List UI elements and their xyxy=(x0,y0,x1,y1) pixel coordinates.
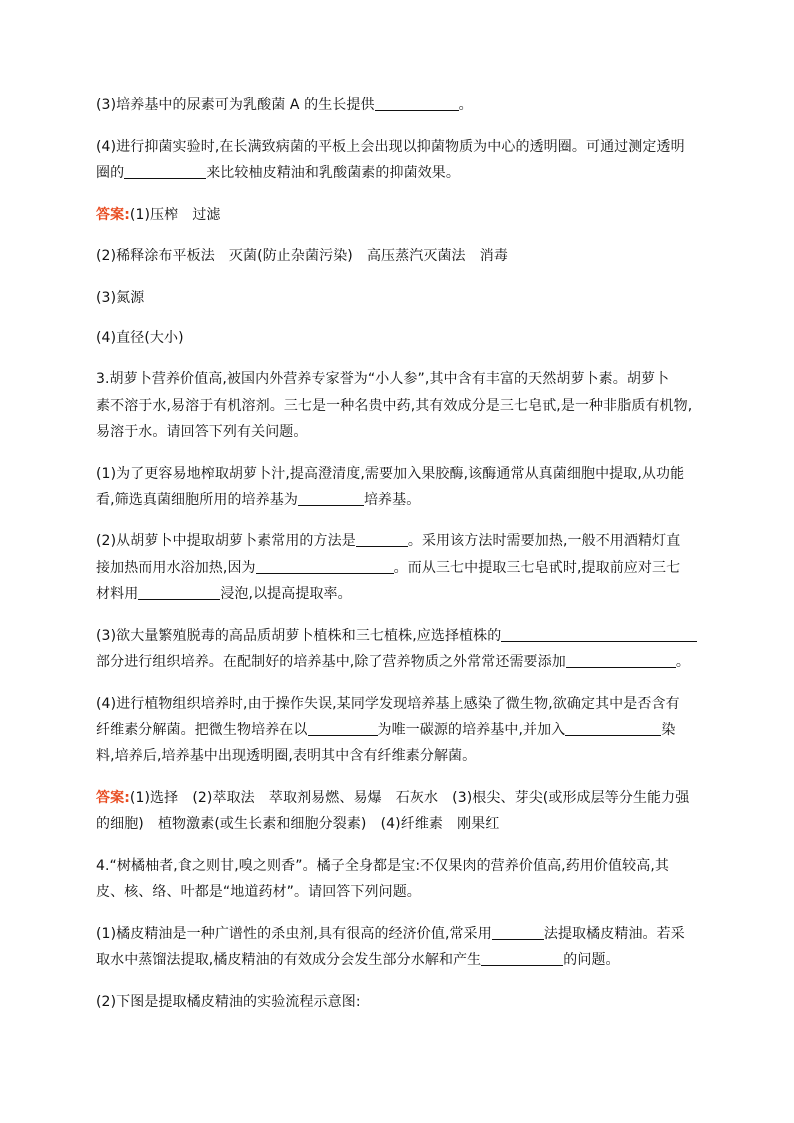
q3-part4-text2: 为唯一碳源的培养基中,并加入 xyxy=(377,722,566,738)
q3-stem-line1: 3.胡萝卜营养价值高,被国内外营养专家誉为“小人参”,其中含有丰富的天然胡萝卜素。胡萝卜 xyxy=(96,371,670,387)
q4-part1-line2 xyxy=(96,951,620,969)
q3-part3-line2 xyxy=(96,653,690,671)
q2-part4-line1: (4)进行抑菌实验时,在长满致病菌的平板上会出现以抑菌物质为中心的透明圈。可通过测定透明 xyxy=(96,139,685,155)
q3-part1-line1: (1)为了更容易地榨取胡萝卜汁,提高澄清度,需要加入果胶酶,该酶通常从真菌细胞中提取,从功能 xyxy=(96,466,685,482)
q4-part1-text2: 法提取橘皮精油。若采 xyxy=(543,926,685,942)
q2-part4-end: 来比较柚皮精油和乳酸菌素的抑菌效果。 xyxy=(206,165,461,181)
q3-part4-text3: 染 xyxy=(661,722,676,738)
q2-answer-3: (3)氮源 xyxy=(96,290,145,306)
q3-part2-text5: 材料用 xyxy=(96,586,139,602)
q2-part3-end: 。 xyxy=(458,97,473,113)
q3-part2-line3 xyxy=(96,585,352,603)
answer-blank[interactable] xyxy=(566,653,676,668)
answer-blank[interactable] xyxy=(138,585,220,600)
answer-blank[interactable] xyxy=(298,491,364,506)
q3-part1-end: 培养基。 xyxy=(363,492,421,508)
q3-part2-text2: 。采用该方法时需要加热,一般不用酒精灯直 xyxy=(407,533,681,549)
answer-blank[interactable] xyxy=(375,96,459,111)
q2-answer-1: (1)压榨 过滤 xyxy=(129,207,221,223)
q2-answer-line1 xyxy=(96,206,221,224)
q2-part3-text: (3)培养基中的尿素可为乳酸菌 A 的生长提供 xyxy=(96,97,375,113)
q2-answer-4: (4)直径(大小) xyxy=(96,330,184,346)
answer-label: 答案: xyxy=(96,790,130,806)
q3-part4-line3: 料,培养后,培养基中出现透明圈,表明其中含有纤维素分解菌。 xyxy=(96,748,477,764)
q3-part3-text: (3)欲大量繁殖脱毒的高品质胡萝卜植株和三七植株,应选择植株的 xyxy=(96,628,502,644)
q3-part2-end: 浸泡,以提高提取率。 xyxy=(220,586,352,602)
q2-answer-2: (2)稀释涂布平板法 灭菌(防止杂菌污染) 高压蒸汽灭菌法 消毒 xyxy=(96,248,508,264)
q3-part2-text4: 。而从三七中提取三七皂甙时,提取前应对三七 xyxy=(393,560,681,576)
q3-part1-line2 xyxy=(96,491,420,509)
q3-part2-line2 xyxy=(96,559,680,577)
answer-blank[interactable] xyxy=(492,925,544,940)
q3-part2-text3: 接加热而用水浴加热,因为 xyxy=(96,560,256,576)
answer-blank[interactable] xyxy=(481,951,563,966)
q3-part3-end: 。 xyxy=(675,654,690,670)
answer-blank[interactable] xyxy=(308,721,378,736)
answer-label: 答案: xyxy=(96,207,130,223)
q2-part3 xyxy=(96,96,473,114)
q3-stem-line2: 素不溶于水,易溶于有机溶剂。三七是一种名贵中药,其有效成分是三七皂甙,是一种非脂质有机物, xyxy=(96,398,693,414)
q3-part2-line1 xyxy=(96,532,680,550)
q3-answer-line1 xyxy=(96,789,689,807)
q2-part4-line2 xyxy=(96,164,460,182)
answer-blank[interactable] xyxy=(124,164,206,179)
q4-part1-text3: 取水中蒸馏法提取,橘皮精油的有效成分会发生部分水解和产生 xyxy=(96,952,482,968)
answer-blank[interactable] xyxy=(256,559,394,574)
q4-stem-line1: 4.“树橘柚者,食之则甘,嗅之则香”。橘子全身都是宝:不仅果肉的营养价值高,药用价值较高,其 xyxy=(96,858,669,874)
q3-part3-line1 xyxy=(96,627,697,645)
q2-part4-text: 圈的 xyxy=(96,165,125,181)
answer-blank[interactable] xyxy=(501,627,697,642)
q4-part1-end: 的问题。 xyxy=(563,952,620,968)
q3-part4-line1: (4)进行植物组织培养时,由于操作失误,某同学发现培养基上感染了微生物,欲确定其中是否含有 xyxy=(96,696,680,712)
q4-part1-line1 xyxy=(96,925,685,943)
q3-answer-line2: 的细胞) 植物激素(或生长素和细胞分裂素) (4)纤维素 刚果红 xyxy=(96,816,500,832)
q3-part2-text: (2)从胡萝卜中提取胡萝卜素常用的方法是 xyxy=(96,533,356,549)
q3-answer-text1: (1)选择 (2)萃取法 萃取剂易燃、易爆 石灰水 (3)根尖、芽尖(或形成层等分生能力强 xyxy=(129,790,690,806)
q4-part2: (2)下图是提取橘皮精油的实验流程示意图: xyxy=(96,994,361,1010)
q3-part4-line2 xyxy=(96,721,675,739)
q3-part1-text: 看,筛选真菌细胞所用的培养基为 xyxy=(96,492,298,508)
q3-part3-text2: 部分进行组织培养。在配制好的培养基中,除了营养物质之外常常还需要添加 xyxy=(96,654,566,670)
answer-blank[interactable] xyxy=(356,532,408,547)
q3-stem-line3: 易溶于水。请回答下列有关问题。 xyxy=(96,424,308,440)
q4-stem-line2: 皮、核、络、叶都是“地道药材”。请回答下列问题。 xyxy=(96,884,421,900)
q3-part4-text: 纤维素分解菌。把微生物培养在以 xyxy=(96,722,308,738)
q4-part1-text: (1)橘皮精油是一种广谱性的杀虫剂,具有很高的经济价值,常采用 xyxy=(96,926,492,942)
answer-blank[interactable] xyxy=(565,721,661,736)
